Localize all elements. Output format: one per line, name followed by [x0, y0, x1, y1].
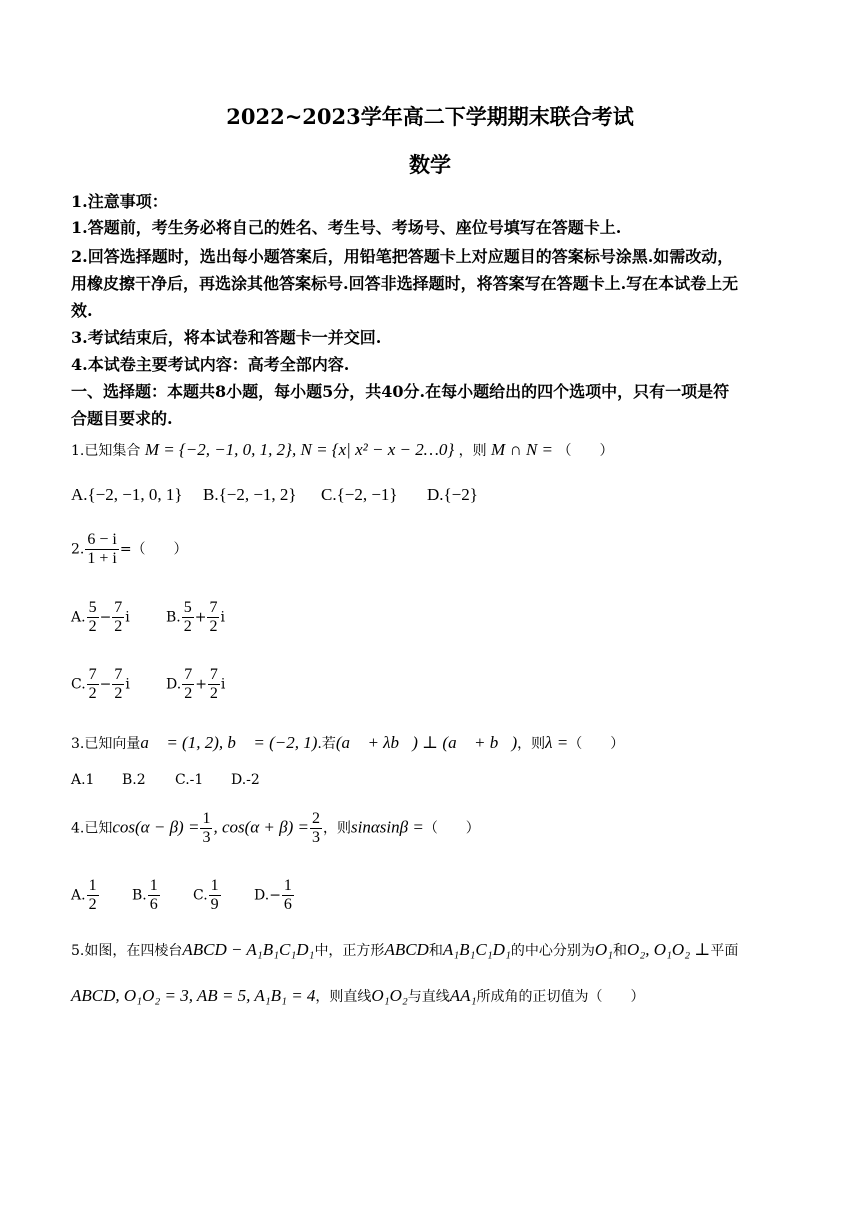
q4-fraction-2: $\frac{2}{3}$ — [312, 810, 321, 846]
q4-prefix: 4.已知 — [71, 820, 113, 837]
notes-item-1: 1.答题前，考生务必将自己的姓名、考生号、考场号、座位号填写在答题卡上. — [71, 218, 622, 237]
q1-set-n: , N = {x| x² − x − 2…0} — [292, 440, 455, 459]
q4-fraction-1: $\frac{1}{3}$ — [202, 810, 211, 846]
q3-option-a[interactable]: A.1 — [71, 772, 95, 788]
q4-option-d[interactable]: D.− $\frac{1}{6}$ — [254, 877, 292, 913]
q2-option-a[interactable]: A. $\frac{5}{2}$ − $\frac{7}{2}$ i — [71, 599, 130, 635]
q2-fraction: $\frac{6 - i}{1 + i}$ — [87, 531, 117, 567]
q4-option-c[interactable]: C. $\frac{1}{9}$ — [193, 877, 219, 913]
q4-option-b[interactable]: B. $\frac{1}{6}$ — [132, 877, 158, 913]
q1-option-c[interactable]: C.{−2, −1} — [321, 485, 398, 504]
q3-paren: （ ） — [568, 736, 625, 752]
q1-set-m: M = {−2, −1, 0, 1, 2} — [144, 440, 292, 459]
q2-option-b[interactable]: B. $\frac{5}{2}$ + $\frac{7}{2}$ i — [166, 599, 225, 635]
exam-title: 2022~2023学年高二下学期期末联合考试 — [226, 104, 634, 129]
section1-heading-cont: 合题目要求的. — [71, 409, 173, 428]
q1-option-a[interactable]: A.{−2, −1, 0, 1} — [71, 485, 183, 504]
notes-item-2: 2.回答选择题时，选出每小题答案后，用铅笔把答题卡上对应题目的答案标号涂黑.如需改动， — [71, 247, 734, 266]
question-3 — [71, 733, 624, 753]
q3-condition: (a⃗ + λb⃗) ⊥ (a⃗ + b⃗) — [335, 733, 518, 752]
notes-heading: 1.注意事项： — [71, 192, 168, 211]
q4-cos-diff: cos(α − β) = — [112, 817, 200, 837]
notes-item-3: 3.考试结束后，将本试卷和答题卡一并交回. — [71, 328, 382, 347]
question-2 — [71, 531, 188, 568]
q3-vectors: a⃗ = (1, 2), b⃗ = (−2, 1) — [140, 733, 318, 752]
q2-prefix: 2. — [71, 541, 85, 558]
q3-lambda: λ = — [545, 733, 569, 752]
q3-prefix: 3.已知向量 — [71, 736, 141, 752]
q3-mid: .若 — [317, 736, 336, 752]
q3-option-c[interactable]: C.-1 — [175, 772, 204, 788]
section1-heading: 一、选择题：本题共8小题，每小题5分，共40分.在每小题给出的四个选项中，只有一项是符 — [71, 382, 730, 401]
q2-suffix: =（ ） — [119, 541, 188, 558]
question-4 — [71, 810, 480, 847]
q5-givens: ABCD, O₁O₂ = 3, AB = 5, A₁B₁ = 4 — [71, 986, 316, 1005]
question-1 — [71, 440, 613, 460]
notes-item-4: 4.本试卷主要考试内容：高考全部内容. — [71, 355, 350, 374]
q1-expr: M ∩ N = — [491, 440, 554, 459]
q4-expr: sinαsinβ = — [351, 817, 424, 837]
notes-item-2-cont: 用橡皮擦干净后，再选涂其他答案标号.回答非选择题时，将答案写在答题卡上.写在本试卷上无 — [71, 274, 739, 293]
exam-subject: 数学 — [409, 152, 451, 177]
q1-paren: （ ） — [557, 443, 614, 459]
q2-option-d[interactable]: D. $\frac{7}{2}$ + $\frac{7}{2}$ i — [166, 666, 226, 702]
question-5: 5.如图，在四棱台ABCD − A₁B₁C₁D₁中，正方形ABCD和A₁B₁C₁D₁的中心分别为O₁和O₂, O₁O₂ ⊥平面 — [71, 940, 739, 959]
q1-option-d[interactable]: D.{−2} — [427, 485, 478, 504]
q5-solid: ABCD − A₁B₁C₁D₁ — [182, 940, 315, 959]
q2-option-c[interactable]: C. $\frac{7}{2}$ − $\frac{7}{2}$ i — [71, 666, 130, 702]
q3-option-d[interactable]: D.-2 — [231, 772, 260, 788]
question-5-cont: ABCD, O₁O₂ = 3, AB = 5, A₁B₁ = 4，则直线O₁O₂与直线AA₁所成角的正切值为（ ） — [71, 986, 645, 1005]
q3-option-b[interactable]: B.2 — [122, 772, 146, 788]
q4-option-a[interactable]: A. $\frac{1}{2}$ — [71, 877, 97, 913]
q1-prefix: 1.已知集合 — [71, 443, 141, 459]
q3-suffix: ，则 — [517, 736, 546, 752]
notes-item-2-end: 效. — [71, 301, 93, 320]
q1-suffix: ，则 — [458, 443, 487, 459]
q4-suffix: ，则 — [323, 820, 352, 837]
q4-cos-sum: , cos(α + β) = — [213, 817, 310, 837]
q4-paren: （ ） — [423, 820, 480, 837]
q1-option-b[interactable]: B.{−2, −1, 2} — [203, 485, 297, 504]
